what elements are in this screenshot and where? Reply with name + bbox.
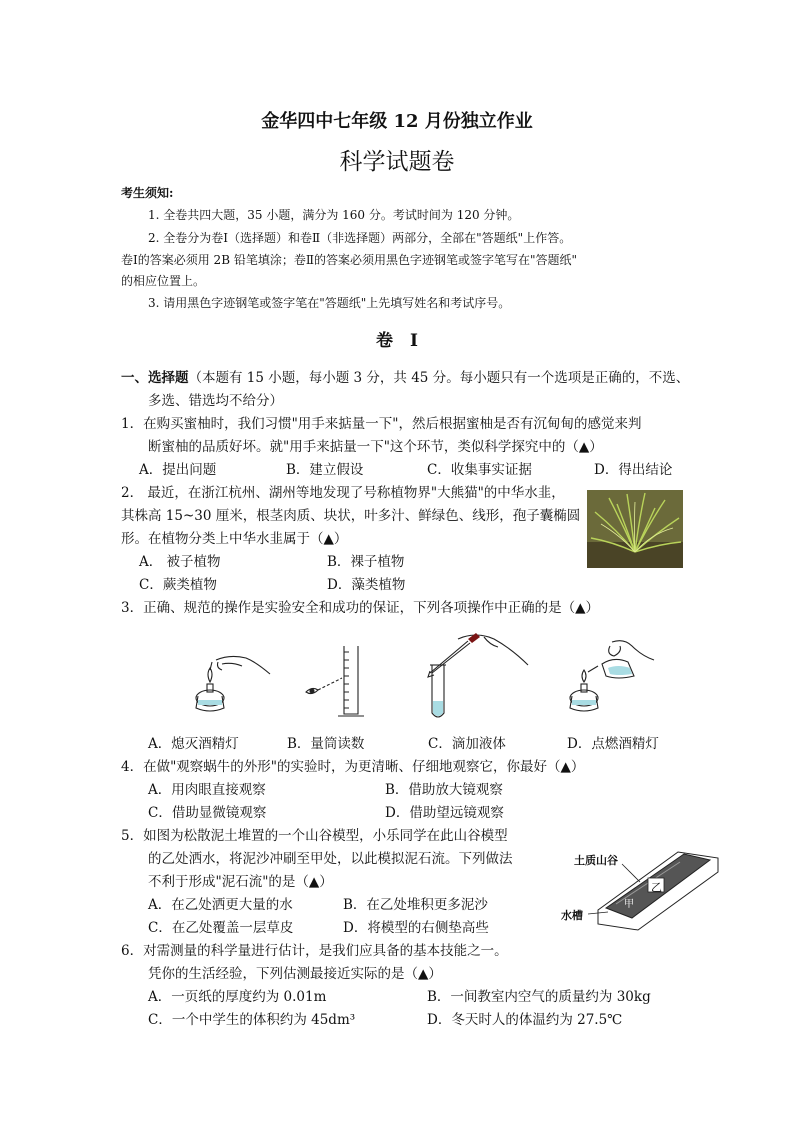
figure-label-soil-valley: 土质山谷 xyxy=(574,854,618,867)
option: D．将模型的右侧垫高些 xyxy=(343,920,489,936)
question-6: 6．对需测量的科学量进行估计，是我们应具备的基本技能之一。 xyxy=(121,943,508,959)
question-2-line3: 形。在植物分类上中华水韭属于（▲） xyxy=(121,531,348,547)
question-4: 4．在做"观察蜗牛的外形"的实验时，为更清晰、仔细地观察它，你最好（▲） xyxy=(121,759,585,775)
notice-heading: 考生须知: xyxy=(121,186,174,200)
page-subtitle: 科学试题卷 xyxy=(339,149,455,175)
notice-line: 卷Ⅰ的答案必须用 2B 铅笔填涂；卷Ⅱ的答案必须用黑色字迹钢笔或签字笔写在"答题纸" xyxy=(121,253,578,267)
option: C．在乙处覆盖一层草皮 xyxy=(148,920,294,936)
notice-line: 2. 全卷分为卷Ⅰ（选择题）和卷Ⅱ（非选择题）两部分，全部在"答题纸"上作答。 xyxy=(148,231,572,245)
option: B．一间教室内空气的质量约为 30kg xyxy=(427,989,651,1005)
question-3: 3．正确、规范的操作是实验安全和成功的保证，下列各项操作中正确的是（▲） xyxy=(121,600,599,616)
option: D．借助望远镜观察 xyxy=(385,805,504,821)
part-heading xyxy=(121,366,689,386)
alcohol-lamp-light-figure xyxy=(562,636,658,718)
page-title: 金华四中七年级 12 月份独立作业 xyxy=(261,111,533,132)
option: B．裸子植物 xyxy=(327,554,405,570)
notice-line: 3. 请用黑色字迹钢笔或签字笔在"答题纸"上先填写姓名和考试序号。 xyxy=(148,296,511,310)
option: C．借助显微镜观察 xyxy=(148,805,267,821)
question-2-line2: 其株高 15~30 厘米，根茎肉质、块状，叶多汁、鲜绿色、线形，孢子囊椭圆 xyxy=(121,508,581,524)
question-5-line2: 的乙处洒水，将泥沙冲刷至甲处，以此模拟泥石流。下列做法 xyxy=(148,851,513,867)
question-6-line2: 凭你的生活经验，下列估测最接近实际的是（▲） xyxy=(148,966,442,982)
plant-photo xyxy=(587,490,683,568)
figure-label-water-tank: 水槽 xyxy=(561,909,583,922)
alcohol-lamp-extinguish-figure xyxy=(186,648,272,718)
option: D．得出结论 xyxy=(594,462,673,478)
option: A．用肉眼直接观察 xyxy=(148,782,266,798)
option: C．一个中学生的体积约为 45dm³ xyxy=(148,1012,356,1028)
option: D．点燃酒精灯 xyxy=(567,736,659,752)
measuring-cylinder-figure xyxy=(300,640,380,720)
notice-line: 的相应位置上。 xyxy=(121,274,206,288)
option: B．建立假设 xyxy=(286,462,364,478)
option: B．借助放大镜观察 xyxy=(385,782,503,798)
notice-line: 1. 全卷共四大题，35 小题，满分为 160 分。考试时间为 120 分钟。 xyxy=(148,208,520,222)
option: D．冬天时人的体温约为 27.5℃ xyxy=(427,1012,623,1028)
option: C．收集事实证据 xyxy=(427,462,532,478)
question-1-line2: 断蜜柚的品质好坏。就"用手来掂量一下"这个环节，类似科学探究中的（▲） xyxy=(148,439,603,455)
option: A． 被子植物 xyxy=(139,554,221,570)
option: A．熄灭酒精灯 xyxy=(148,736,239,752)
part-intro: （本题有 15 小题，每小题 3 分，共 45 分。每小题只有一个选项是正确的，不选、 xyxy=(188,370,690,386)
option: C．蕨类植物 xyxy=(139,577,217,593)
dropper-test-tube-figure xyxy=(424,625,534,721)
section-title: 卷 Ⅰ xyxy=(376,331,418,351)
option: A．一页纸的厚度约为 0.01m xyxy=(148,989,327,1005)
part-intro-2: 多选、错选均不给分） xyxy=(148,393,283,409)
figure-label-yi: 乙 xyxy=(651,881,662,894)
option: D．藻类植物 xyxy=(327,577,406,593)
question-5: 5．如图为松散泥土堆置的一个山谷模型，小乐同学在此山谷模型 xyxy=(121,828,508,844)
option: B．在乙处堆积更多泥沙 xyxy=(343,897,488,913)
option: A．在乙处洒更大量的水 xyxy=(148,897,293,913)
question-5-line3: 不利于形成"泥石流"的是（▲） xyxy=(148,874,333,890)
part-heading-label: 一、选择题 xyxy=(121,370,189,386)
question-2: 2． 最近，在浙江杭州、湖州等地发现了号称植物界"大熊猫"的中华水韭， xyxy=(121,485,565,501)
option: B．量筒读数 xyxy=(287,736,365,752)
option: C．滴加液体 xyxy=(428,736,506,752)
option: A．提出问题 xyxy=(139,462,217,478)
figure-label-jia: 甲 xyxy=(624,899,634,910)
question-1: 1．在购买蜜柚时，我们习惯"用手来掂量一下"，然后根据蜜柚是否有沉甸甸的感觉来判 xyxy=(121,416,642,432)
